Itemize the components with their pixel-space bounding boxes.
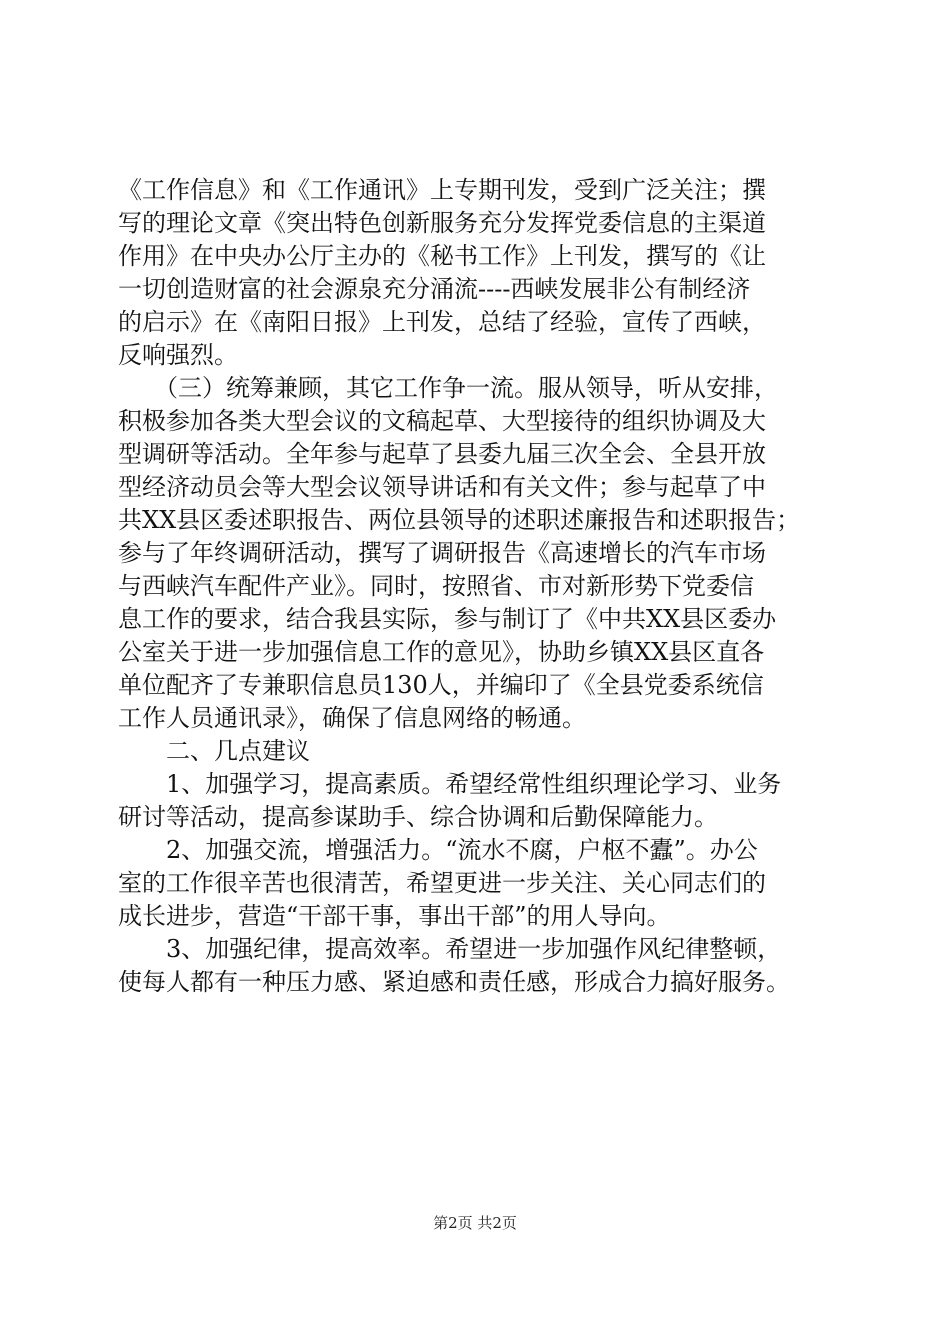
text-line: 《工作信息》和《工作通讯》上专期刊发，受到广泛关注；撰 <box>118 176 766 204</box>
text-line: 息工作的要求，结合我县实际，参与制订了《中共XX县区委办 <box>118 605 777 633</box>
text-line: 的启示》在《南阳日报》上刊发，总结了经验，宣传了西峡， <box>118 308 766 336</box>
text-line: 室的工作很辛苦也很清苦，希望更进一步关注、关心同志们的 <box>118 869 766 897</box>
text-line: 使每人都有一种压力感、紧迫感和责任感，形成合力搞好服务。 <box>118 968 790 996</box>
text-line: 写的理论文章《突出特色创新服务充分发挥党委信息的主渠道 <box>118 209 766 237</box>
text-line: 公室关于进一步加强信息工作的意见》，协助乡镇XX县区直各 <box>118 638 765 666</box>
text-line: 参与了年终调研活动，撰写了调研报告《高速增长的汽车市场 <box>118 539 766 567</box>
text-line: 研讨等活动，提高参谋助手、综合协调和后勤保障能力。 <box>118 803 718 831</box>
text-line: 积极参加各类大型会议的文稿起草、大型接待的组织协调及大 <box>118 407 766 435</box>
text-line: 工作人员通讯录》，确保了信息网络的畅通。 <box>118 704 586 732</box>
text-line: 反响强烈。 <box>118 341 238 369</box>
text-line: 一切创造财富的社会源泉充分涌流----西峡发展非公有制经济 <box>118 275 751 303</box>
page-number-footer: 第2页 共2页 <box>433 1214 517 1232</box>
text-line: 型调研等活动。全年参与起草了县委九届三次全会、全县开放 <box>118 440 766 468</box>
text-line: 1、加强学习，提高素质。希望经常性组织理论学习、业务 <box>118 770 782 798</box>
text-line: 成长进步，营造“干部干事，事出干部”的用人导向。 <box>118 902 671 930</box>
text-line: 型经济动员会等大型会议领导讲话和有关文件；参与起草了中 <box>118 473 766 501</box>
text-line: 2、加强交流，增强活力。“流水不腐，户枢不蠹”。办公 <box>118 836 758 864</box>
section-heading: 二、几点建议 <box>118 737 310 765</box>
text-line: 与西峡汽车配件产业》。同时，按照省、市对新形势下党委信 <box>118 572 754 600</box>
text-line: 单位配齐了专兼职信息员130人，并编印了《全县党委系统信 <box>118 671 764 699</box>
document-body <box>118 174 848 999</box>
text-line: 共XX县区委述职报告、两位县领导的述职述廉报告和述职报告； <box>118 506 801 534</box>
text-line: （三）统筹兼顾，其它工作争一流。服从领导，听从安排， <box>118 374 778 402</box>
text-line: 作用》在中央办公厅主办的《秘书工作》上刊发，撰写的《让 <box>118 242 766 270</box>
text-line: 3、加强纪律，提高效率。希望进一步加强作风纪律整顿， <box>118 935 782 963</box>
